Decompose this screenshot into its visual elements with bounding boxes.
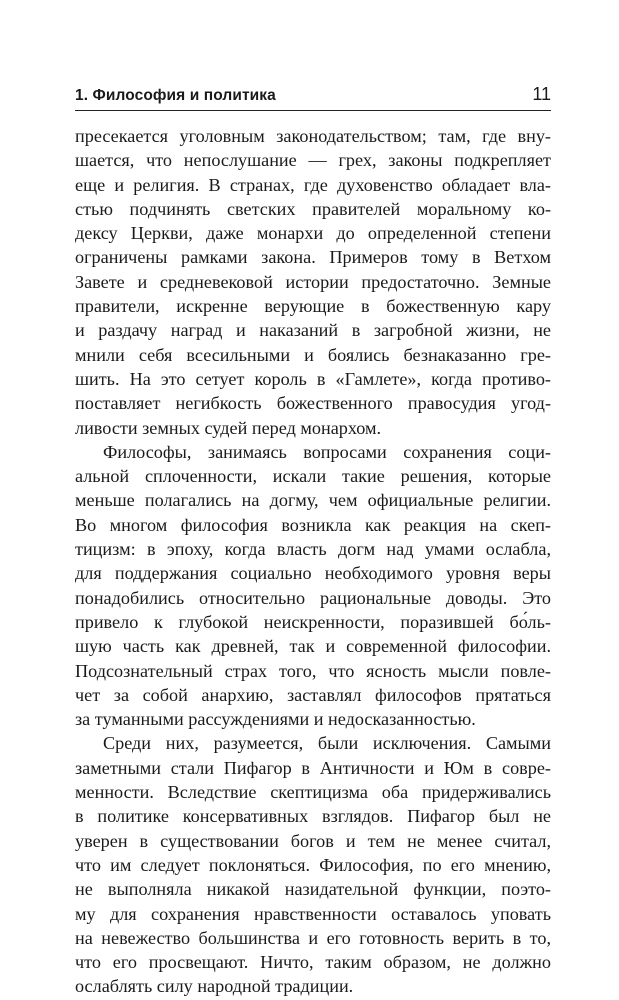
text-line: мнили себя всесильными и боялись безнаказанно гре- bbox=[75, 344, 551, 365]
text-line: тицизм: в эпоху, когда власть догм над умами ослабла, bbox=[75, 539, 551, 560]
text-line: понадобились относительно рациональные доводы. Это bbox=[75, 587, 551, 608]
text-line: шить. На это сетует король в «Гамлете», когда противо- bbox=[75, 368, 551, 389]
text-line: пресекается уголовным законодательством; там, где вну- bbox=[75, 126, 551, 146]
text-line: Философы, занимаясь вопросами сохранения соци- bbox=[103, 441, 551, 462]
body-text bbox=[75, 124, 551, 999]
text-line: му для сохранения нравственности оставалось уповать bbox=[75, 903, 551, 924]
text-line: еще и религия. В странах, где духовенство обладает вла- bbox=[75, 174, 551, 195]
running-header bbox=[75, 84, 551, 110]
text-line: ливости земных судей перед монархом. bbox=[75, 417, 382, 438]
chapter-title: 1. Философия и политика bbox=[75, 87, 276, 104]
text-line: шается, что непослушание — грех, законы подкрепляет bbox=[75, 150, 551, 171]
text-line: что его просвещают. Ничто, таким образом, не должно bbox=[75, 952, 551, 973]
text-line: меньше полагались на догму, чем официальные религии. bbox=[75, 490, 551, 511]
header-divider bbox=[75, 110, 551, 111]
text-line: и раздачу наград и наказаний в загробной жизни, не bbox=[75, 320, 551, 341]
text-line: что им следует поклоняться. Философия, по его мнению, bbox=[75, 854, 551, 875]
page-number: 11 bbox=[532, 84, 551, 104]
text-line: ослаблять силу народной традиции. bbox=[75, 976, 354, 997]
text-line: за туманными рассуждениями и недосказанностью. bbox=[75, 709, 476, 730]
text-line: поставляет негибкость божественного правосудия угод- bbox=[75, 393, 551, 414]
text-line: шую часть как древней, так и современной философии. bbox=[75, 636, 551, 657]
text-line: уверен в существовании богов и тем не менее считал, bbox=[75, 830, 551, 851]
text-line: чет за собой анархию, заставлял философов прятаться bbox=[75, 684, 551, 705]
text-line: привело к глубокой неискренности, поразившей бо́ль- bbox=[75, 611, 551, 632]
text-line: для поддержания социально необходимого уровня веры bbox=[75, 563, 551, 584]
paragraph bbox=[75, 731, 551, 998]
text-line: не выполняла никакой назидательной функции, поэто- bbox=[75, 879, 551, 900]
text-line: на невежество большинства и его готовность верить в то, bbox=[75, 927, 551, 948]
text-line: Завете и средневековой истории предостаточно. Земные bbox=[75, 271, 551, 292]
paragraph bbox=[75, 124, 551, 440]
text-line: дексу Церкви, даже монархи до определенной степени bbox=[75, 223, 551, 244]
text-line: Во многом философия возникла как реакция на скеп- bbox=[75, 514, 551, 535]
text-line: в политике консервативных взглядов. Пифагор был не bbox=[75, 806, 551, 827]
text-line: альной сплоченности, искали такие решения, которые bbox=[75, 466, 551, 487]
text-line: Среди них, разумеется, были исключения. Самыми bbox=[103, 733, 551, 754]
text-line: правители, искренне верующие в божественную кару bbox=[75, 296, 551, 317]
text-line: стью подчинять светских правителей моральному ко- bbox=[75, 198, 551, 219]
text-line: менности. Вследствие скептицизма оба придерживались bbox=[75, 782, 551, 803]
text-line: ограничены рамками закона. Примеров тому в Ветхом bbox=[75, 247, 551, 268]
text-line: заметными стали Пифагор в Античности и Юм в совре- bbox=[75, 757, 551, 778]
paragraph bbox=[75, 440, 551, 732]
text-line: Подсознательный страх того, что ясность мысли повле- bbox=[75, 660, 551, 681]
